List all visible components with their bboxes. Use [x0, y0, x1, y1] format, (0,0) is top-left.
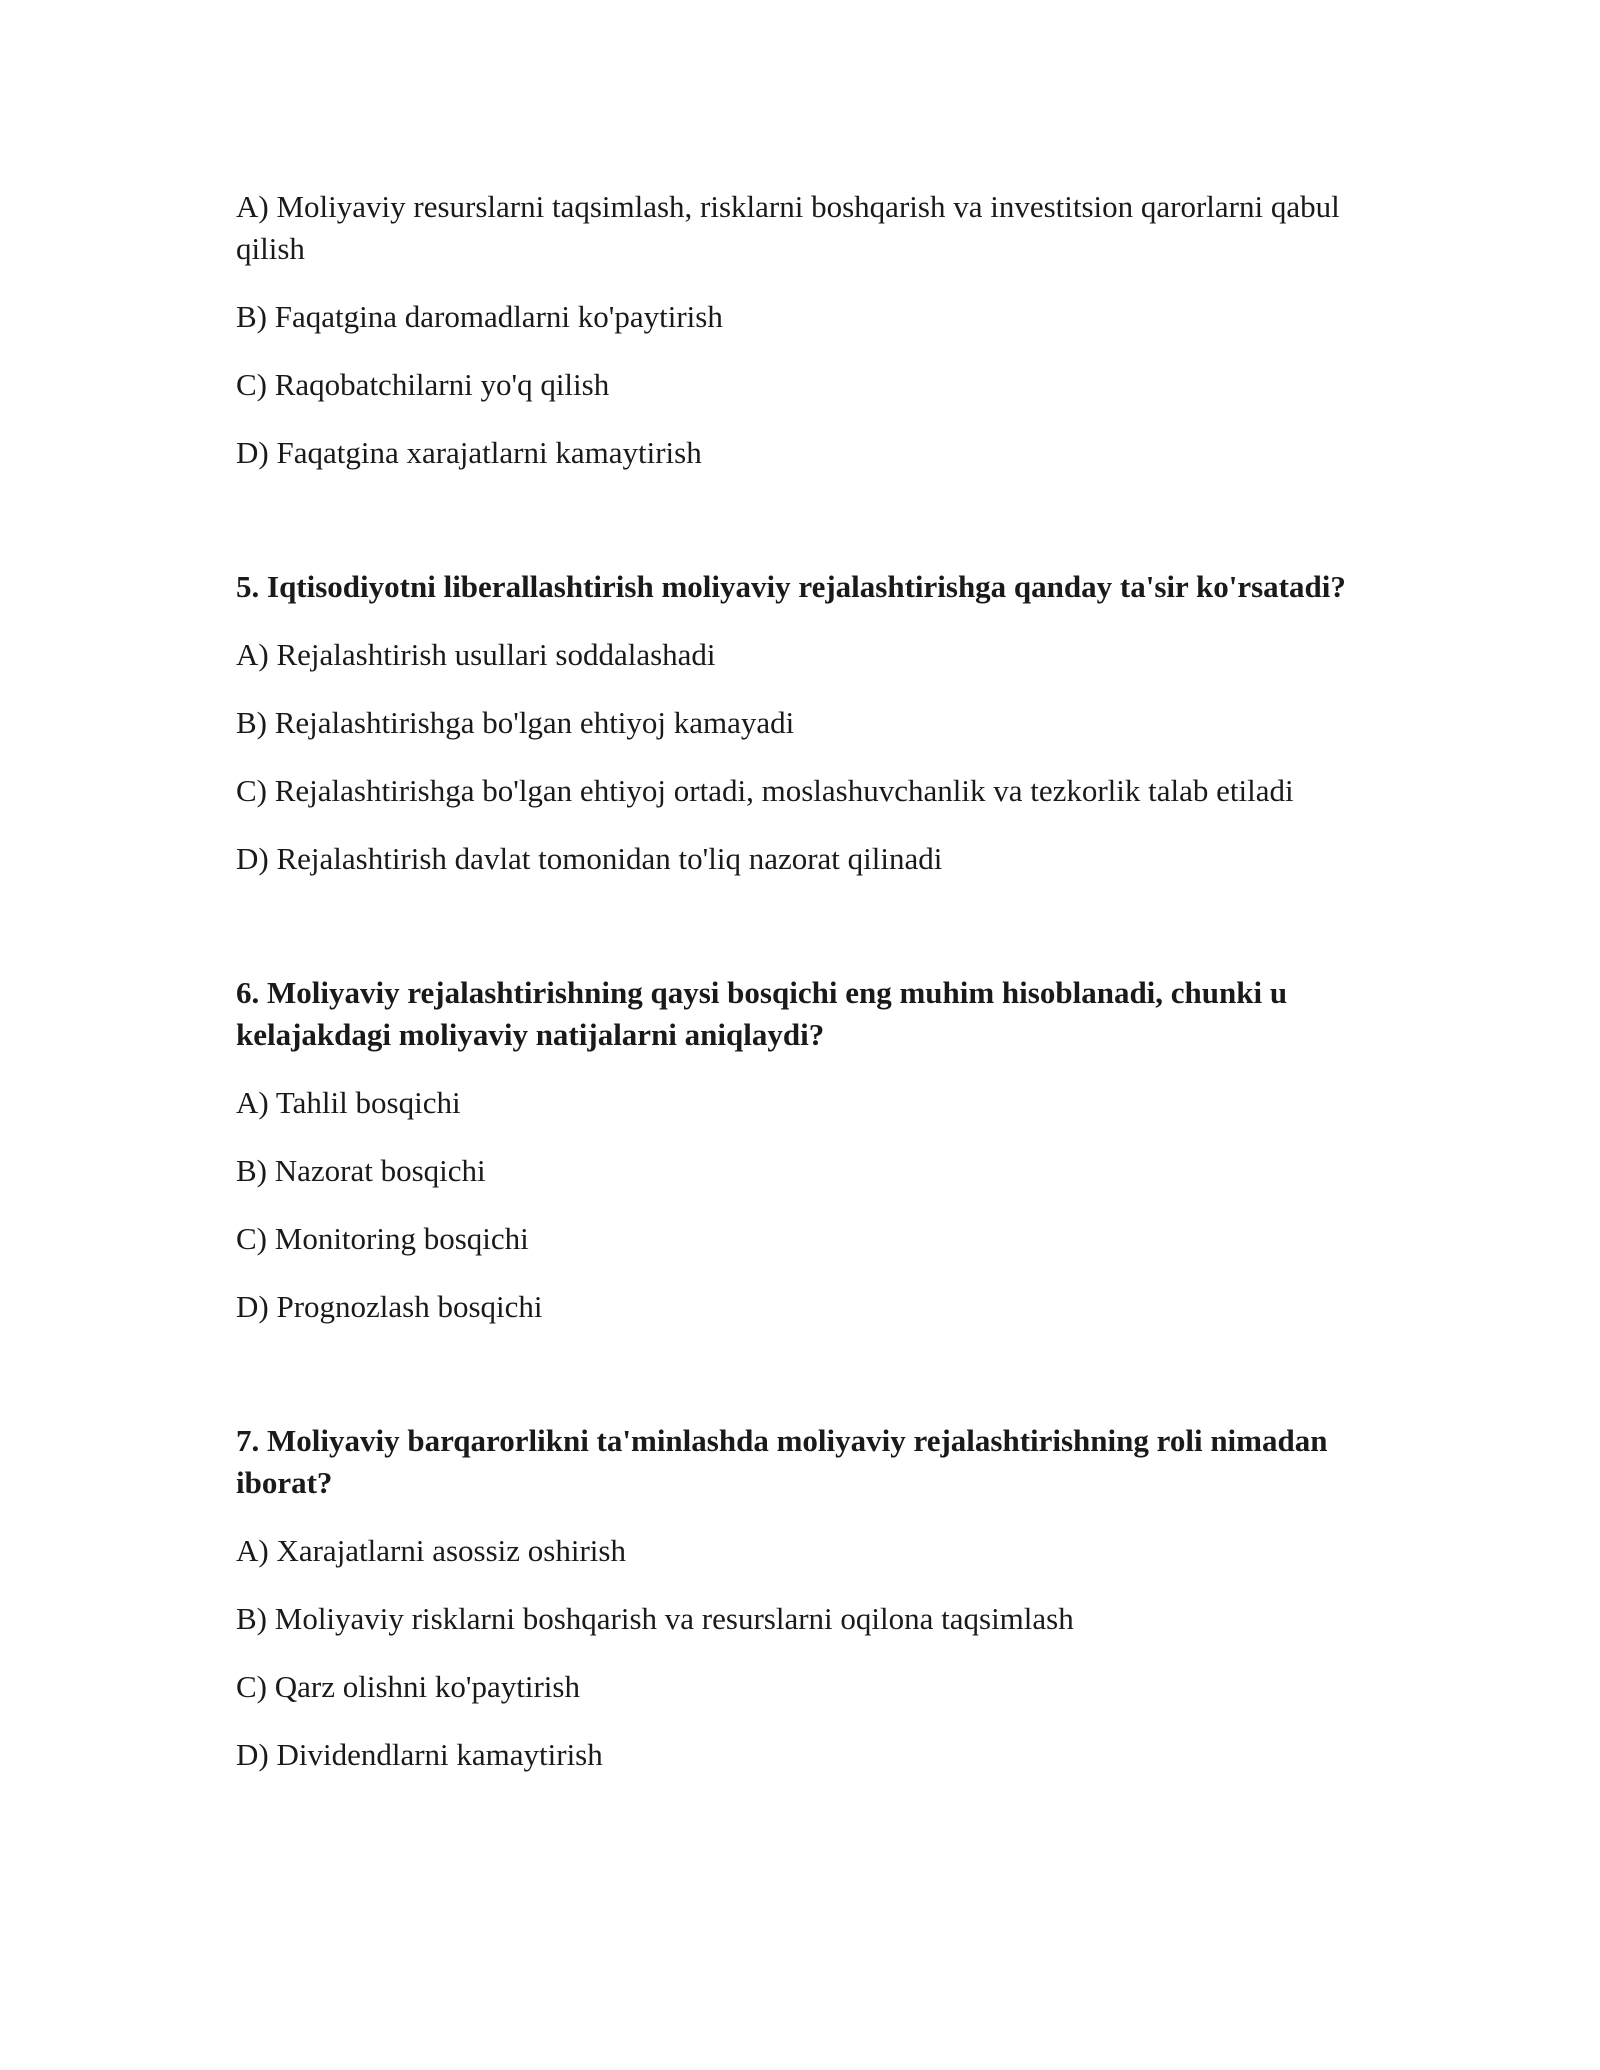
option-a: A) Rejalashtirish usullari soddalashadi: [236, 637, 716, 672]
question-block-6: [236, 972, 1386, 1328]
option-a: A) Xarajatlarni asossiz oshirish: [236, 1533, 626, 1568]
document-page: [236, 186, 1386, 1802]
option-d: D) Rejalashtirish davlat tomonidan to'liq nazorat qilinadi: [236, 841, 943, 876]
question-title: 5. Iqtisodiyotni liberallashtirish moliyaviy rejalashtirishga qanday ta'sir ko'rsatadi?: [236, 569, 1346, 604]
option-c: C) Qarz olishni ko'paytirish: [236, 1669, 580, 1704]
question-block-4: [236, 186, 1386, 474]
question-title: 6. Moliyaviy rejalashtirishning qaysi bosqichi eng muhim hisoblanadi, chunki u kelajakdagi moliyaviy natijalarni aniqlaydi?: [236, 975, 1288, 1052]
option-c: C) Raqobatchilarni yo'q qilish: [236, 367, 610, 402]
option-b: B) Moliyaviy risklarni boshqarish va resurslarni oqilona taqsimlash: [236, 1601, 1074, 1636]
option-d: D) Dividendlarni kamaytirish: [236, 1737, 603, 1772]
option-b: B) Faqatgina daromadlarni ko'paytirish: [236, 299, 723, 334]
option-a: A) Moliyaviy resurslarni taqsimlash, risklarni boshqarish va investitsion qarorlarni qabul qilish: [236, 189, 1340, 266]
question-title: 7. Moliyaviy barqarorlikni ta'minlashda moliyaviy rejalashtirishning roli nimadan iborat?: [236, 1423, 1328, 1500]
option-a: A) Tahlil bosqichi: [236, 1085, 461, 1120]
option-d: D) Prognozlash bosqichi: [236, 1289, 543, 1324]
option-c: C) Monitoring bosqichi: [236, 1221, 529, 1256]
option-c: C) Rejalashtirishga bo'lgan ehtiyoj ortadi, moslashuvchanlik va tezkorlik talab etiladi: [236, 773, 1294, 808]
question-block-5: [236, 566, 1386, 880]
option-b: B) Nazorat bosqichi: [236, 1153, 486, 1188]
question-block-7: [236, 1420, 1386, 1776]
option-d: D) Faqatgina xarajatlarni kamaytirish: [236, 435, 702, 470]
option-b: B) Rejalashtirishga bo'lgan ehtiyoj kamayadi: [236, 705, 795, 740]
